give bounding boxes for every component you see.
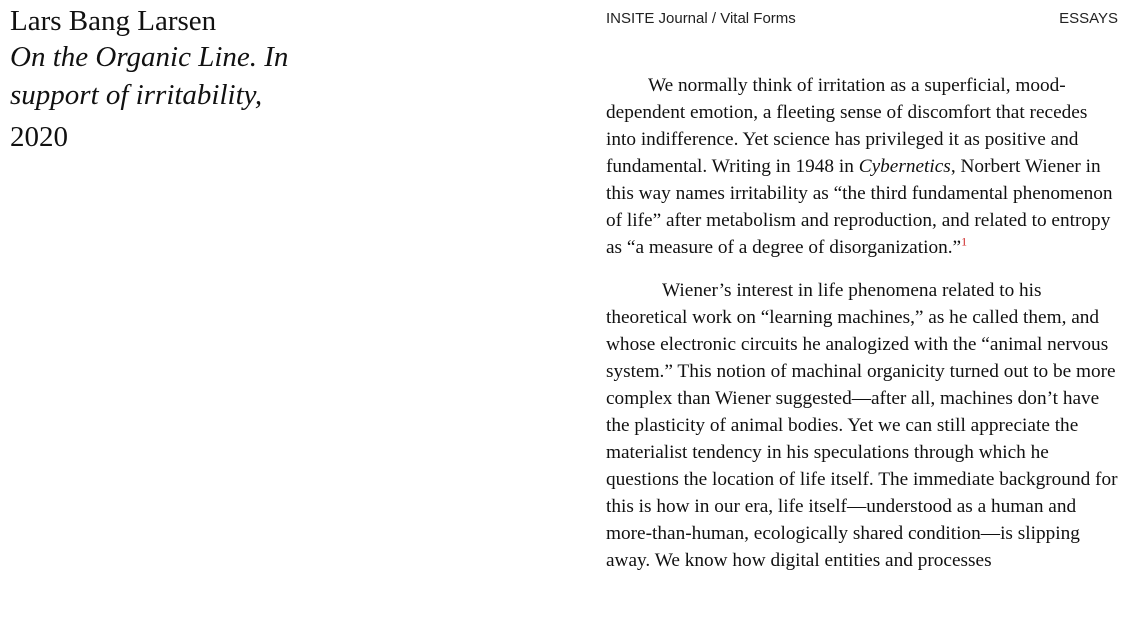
article-title: On the Organic Line. In support of irritability,	[10, 41, 289, 111]
section-link[interactable]: ESSAYS	[1059, 10, 1118, 27]
article-heading	[10, 2, 340, 156]
book-title-italic: Cybernetics	[858, 156, 951, 177]
article-year: 2020	[10, 121, 68, 153]
article-body	[606, 72, 1118, 590]
journal-link[interactable]: INSITE Journal / Vital Forms	[606, 10, 796, 27]
footnote-link[interactable]: 1	[961, 234, 968, 249]
paragraph-1	[606, 72, 1118, 261]
paragraph-1-text-start: We normally think of irritation as a superficial, mood-dependent emotion, a fleeting sense of discomfort that recedes into indifference. Yet science has privileged it as positive and fundamental. Writing in 1948 in	[606, 75, 1088, 177]
author-name: Lars Bang Larsen	[10, 5, 217, 37]
paragraph-1-text-end: , Norbert Wiener in this way names irritability as “the third fundamental phenomenon of life” after metabolism and reproduction, and related to entropy as “a measure of a degree of disorganization.”	[606, 156, 1113, 258]
paragraph-2: Wiener’s interest in life phenomena related to his theoretical work on “learning machines,” as he called them, and whose electronic circuits he analogized with the “animal nervous system.” This notion of machinal organicity turned out to be more complex than Wiener suggested—after all, machines don’t have the plasticity of animal bodies. Yet we can still appreciate the materialist tendency in his speculations through which he questions the location of life itself. The immediate background for this is how in our era, life itself—understood as a human and more-than-human, ecologically shared condition—is slipping away. We know how digital entities and processes	[606, 280, 1118, 571]
